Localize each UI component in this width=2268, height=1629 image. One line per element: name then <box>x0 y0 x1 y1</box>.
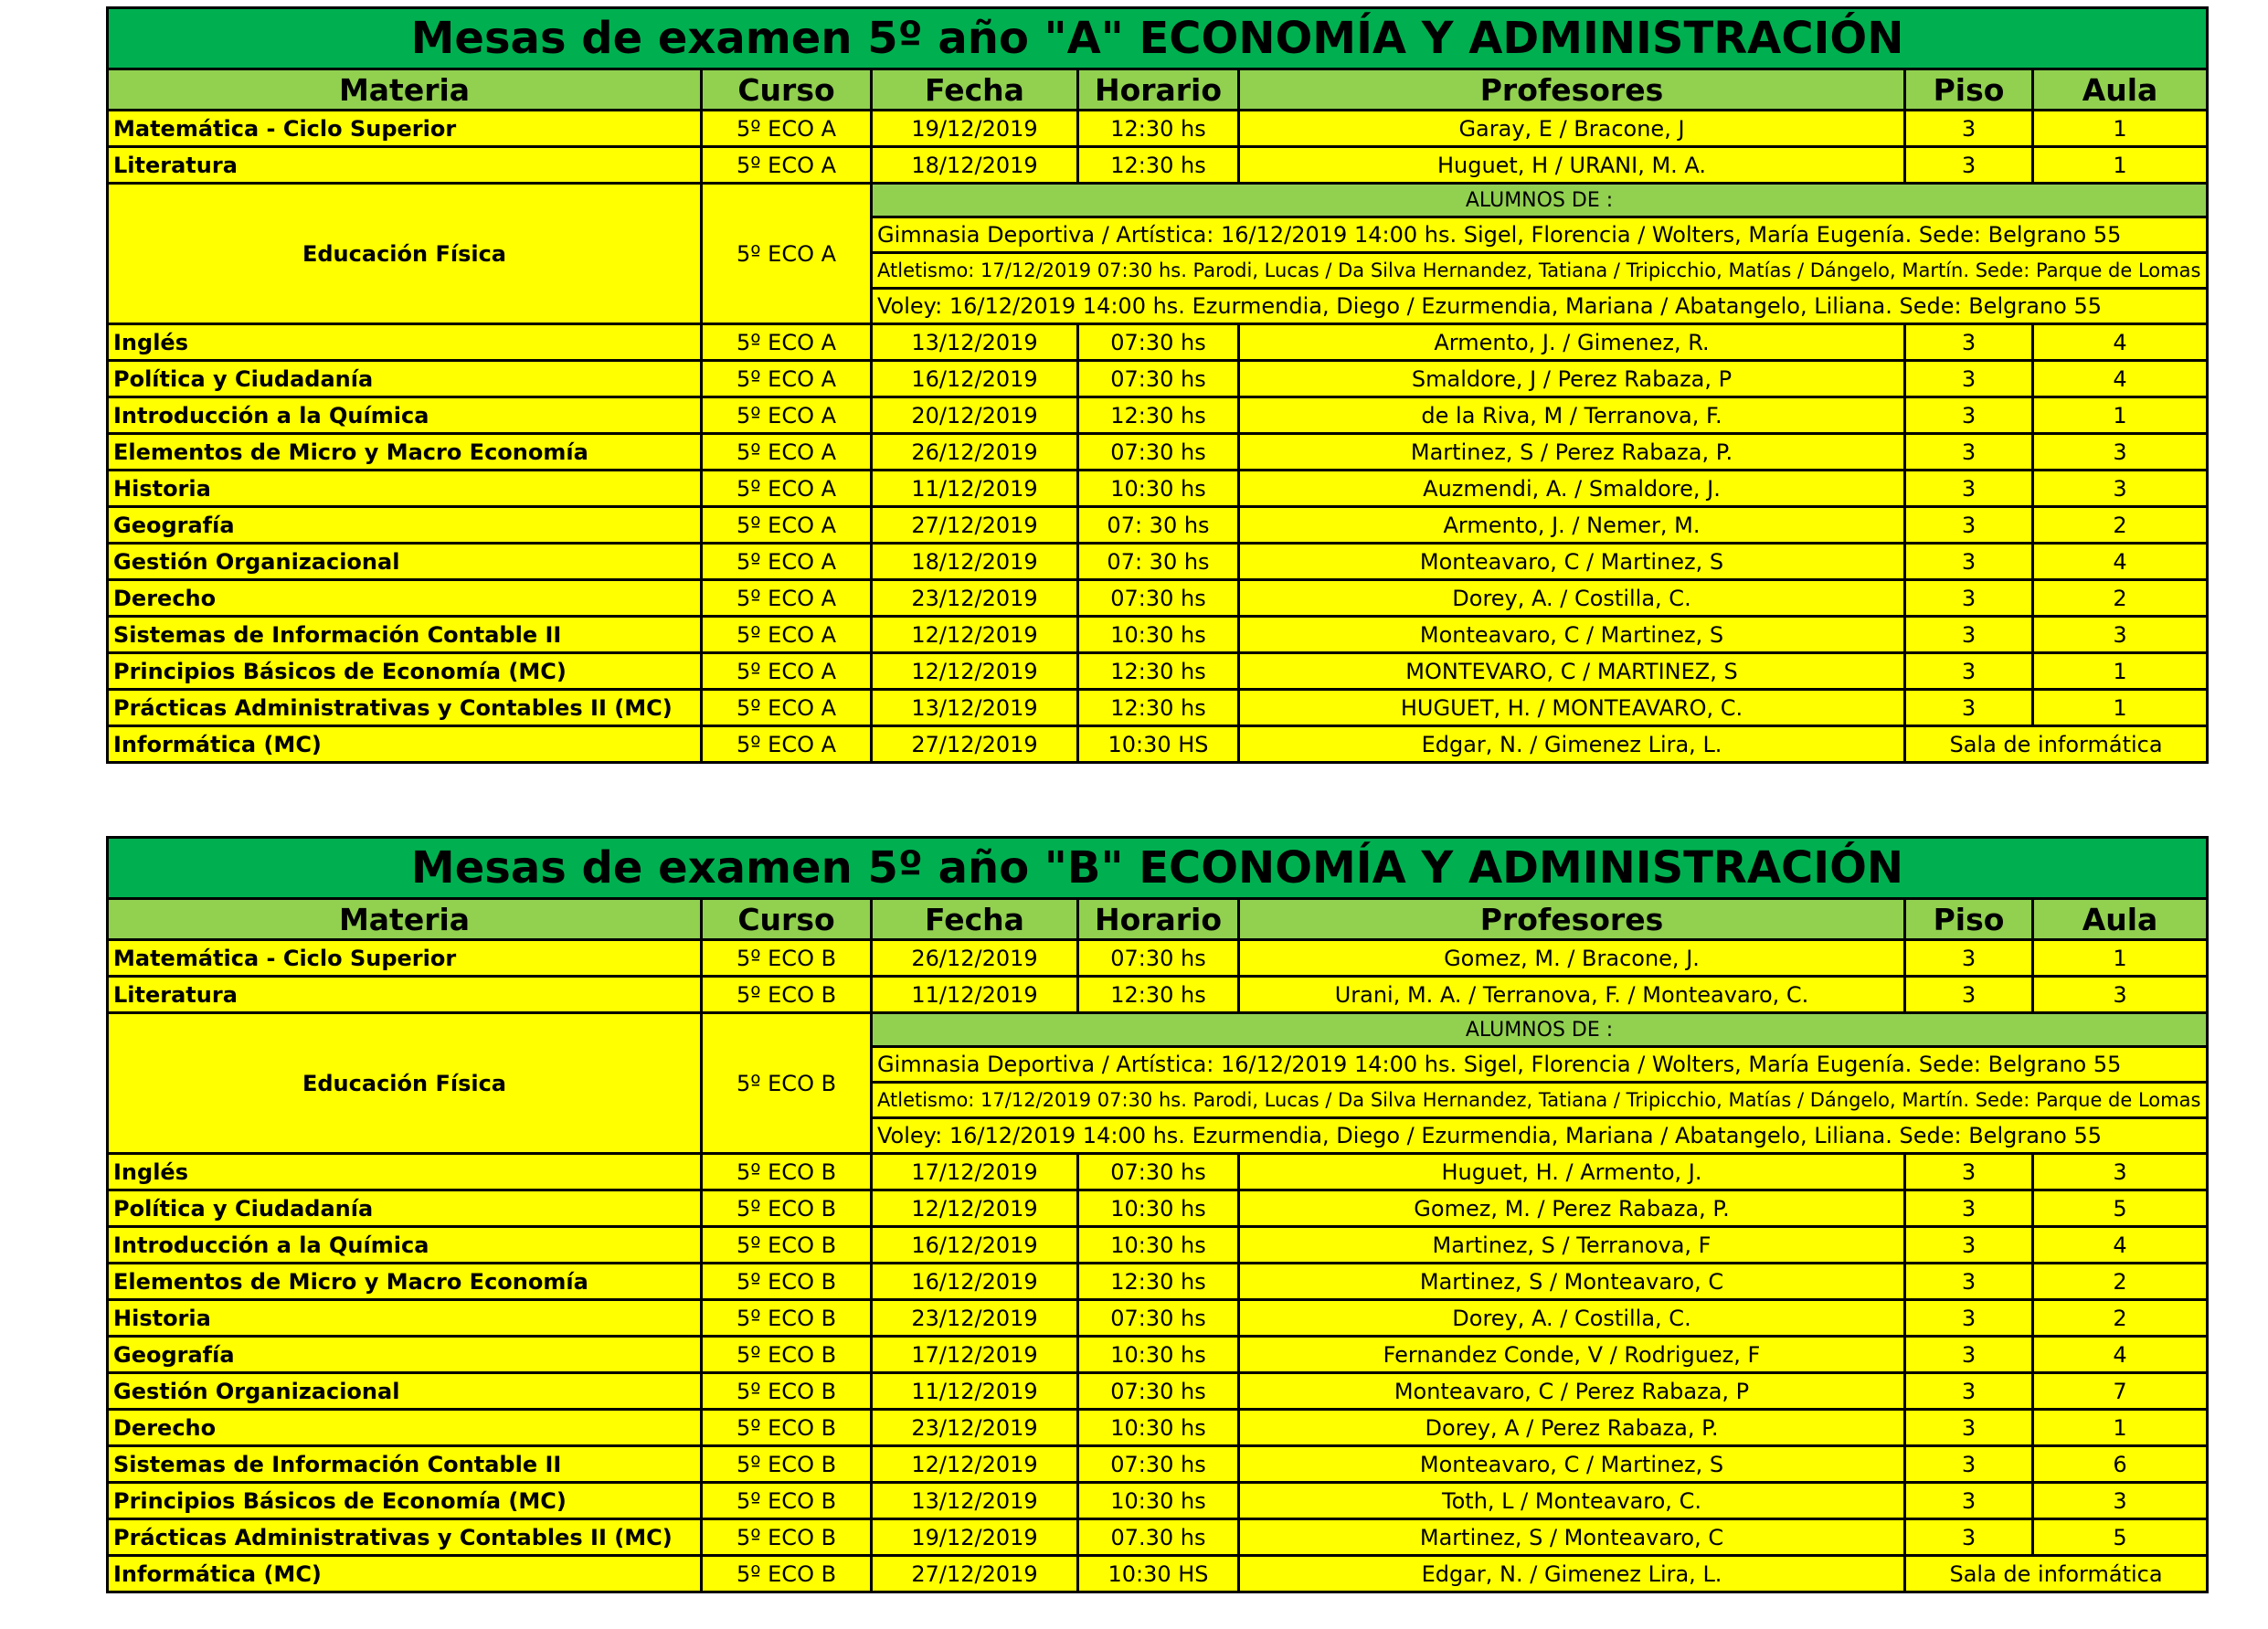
cell-horario: 12:30 hs <box>1078 397 1239 434</box>
cell-profesores: Smaldore, J / Perez Rabaza, P <box>1239 361 1905 397</box>
cell-horario: 12:30 hs <box>1078 690 1239 726</box>
table-title: Mesas de examen 5º año "B" ECONOMÍA Y ADMINISTRACIÓN <box>108 838 2208 899</box>
cell-aula: 1 <box>2033 111 2208 147</box>
ef-voley: Voley: 16/12/2019 14:00 hs. Ezurmendia, Diego / Ezurmendia, Mariana / Abatangelo, Liliana. Sede: Belgrano 55 <box>872 1118 2208 1154</box>
cell-materia: Educación Física <box>108 1013 702 1154</box>
exam-table-a-body <box>108 8 2208 763</box>
cell-horario: 07:30 hs <box>1078 580 1239 617</box>
cell-aula: 1 <box>2033 940 2208 977</box>
exam-table-b <box>106 836 2209 1593</box>
cell-fecha: 18/12/2019 <box>872 147 1078 184</box>
table-row <box>108 111 2208 147</box>
column-header-piso: Piso <box>1905 899 2033 940</box>
cell-fecha: 13/12/2019 <box>872 1483 1078 1519</box>
cell-piso: 3 <box>1905 361 2033 397</box>
cell-horario: 12:30 hs <box>1078 111 1239 147</box>
cell-fecha: 26/12/2019 <box>872 940 1078 977</box>
cell-materia: Principios Básicos de Economía (MC) <box>108 653 702 690</box>
table-row <box>108 397 2208 434</box>
cell-horario: 07:30 hs <box>1078 324 1239 361</box>
cell-curso: 5º ECO B <box>702 1190 872 1227</box>
cell-curso: 5º ECO A <box>702 653 872 690</box>
cell-piso: 3 <box>1905 544 2033 580</box>
cell-aula: 3 <box>2033 617 2208 653</box>
cell-horario: 12:30 hs <box>1078 977 1239 1013</box>
column-header-curso: Curso <box>702 69 872 111</box>
cell-materia: Educación Física <box>108 184 702 324</box>
cell-profesores: Martinez, S / Monteavaro, C <box>1239 1519 1905 1556</box>
column-header-aula: Aula <box>2033 899 2208 940</box>
column-header-curso: Curso <box>702 899 872 940</box>
cell-profesores: Auzmendi, A. / Smaldore, J. <box>1239 471 1905 507</box>
table-row <box>108 1483 2208 1519</box>
cell-horario: 07:30 hs <box>1078 1300 1239 1337</box>
table-row <box>108 544 2208 580</box>
cell-fecha: 17/12/2019 <box>872 1337 1078 1373</box>
cell-materia: Literatura <box>108 147 702 184</box>
cell-materia: Matemática - Ciclo Superior <box>108 111 702 147</box>
cell-horario: 07:30 hs <box>1078 1154 1239 1190</box>
cell-materia: Política y Ciudadanía <box>108 1190 702 1227</box>
cell-aula: 4 <box>2033 361 2208 397</box>
table-row <box>108 617 2208 653</box>
cell-aula: 1 <box>2033 1410 2208 1446</box>
table-row <box>108 1154 2208 1190</box>
cell-fecha: 11/12/2019 <box>872 471 1078 507</box>
table-row <box>108 1519 2208 1556</box>
cell-curso: 5º ECO B <box>702 1013 872 1154</box>
column-header-profesores: Profesores <box>1239 899 1905 940</box>
table-row <box>108 1300 2208 1337</box>
cell-materia: Elementos de Micro y Macro Economía <box>108 434 702 471</box>
column-header-fecha: Fecha <box>872 899 1078 940</box>
exam-table-a <box>106 6 2209 764</box>
table-row <box>108 1410 2208 1446</box>
cell-curso: 5º ECO A <box>702 471 872 507</box>
cell-aula: 1 <box>2033 690 2208 726</box>
cell-fecha: 11/12/2019 <box>872 977 1078 1013</box>
cell-curso: 5º ECO A <box>702 111 872 147</box>
ef-gimnasia: Gimnasia Deportiva / Artística: 16/12/2019 14:00 hs. Sigel, Florencia / Wolters, María Eugenía. Sede: Belgrano 55 <box>872 1047 2208 1083</box>
cell-materia: Introducción a la Química <box>108 1227 702 1264</box>
cell-fecha: 16/12/2019 <box>872 1227 1078 1264</box>
cell-horario: 10:30 HS <box>1078 726 1239 763</box>
cell-horario: 07:30 hs <box>1078 434 1239 471</box>
cell-piso: 3 <box>1905 1337 2033 1373</box>
cell-horario: 07: 30 hs <box>1078 507 1239 544</box>
cell-aula: 4 <box>2033 544 2208 580</box>
alumnos-header: ALUMNOS DE : <box>872 1013 2208 1047</box>
cell-horario: 10:30 hs <box>1078 617 1239 653</box>
cell-aula: 3 <box>2033 434 2208 471</box>
cell-materia: Informática (MC) <box>108 726 702 763</box>
cell-piso: 3 <box>1905 147 2033 184</box>
cell-materia: Gestión Organizacional <box>108 1373 702 1410</box>
cell-materia: Gestión Organizacional <box>108 544 702 580</box>
column-header-materia: Materia <box>108 899 702 940</box>
cell-curso: 5º ECO B <box>702 940 872 977</box>
cell-profesores: Armento, J. / Nemer, M. <box>1239 507 1905 544</box>
cell-aula: 2 <box>2033 1300 2208 1337</box>
cell-lugar: Sala de informática <box>1905 726 2208 763</box>
cell-piso: 3 <box>1905 690 2033 726</box>
cell-piso: 3 <box>1905 1373 2033 1410</box>
cell-profesores: Dorey, A. / Costilla, C. <box>1239 580 1905 617</box>
ef-gimnasia: Gimnasia Deportiva / Artística: 16/12/2019 14:00 hs. Sigel, Florencia / Wolters, María Eugenía. Sede: Belgrano 55 <box>872 217 2208 253</box>
cell-curso: 5º ECO B <box>702 1519 872 1556</box>
cell-aula: 3 <box>2033 977 2208 1013</box>
cell-profesores: de la Riva, M / Terranova, F. <box>1239 397 1905 434</box>
cell-piso: 3 <box>1905 1300 2033 1337</box>
table-row <box>108 977 2208 1013</box>
cell-curso: 5º ECO A <box>702 580 872 617</box>
cell-piso: 3 <box>1905 1190 2033 1227</box>
cell-aula: 4 <box>2033 1227 2208 1264</box>
cell-profesores: Urani, M. A. / Terranova, F. / Monteavaro, C. <box>1239 977 1905 1013</box>
cell-horario: 07:30 hs <box>1078 1446 1239 1483</box>
cell-curso: 5º ECO B <box>702 1410 872 1446</box>
cell-materia: Inglés <box>108 1154 702 1190</box>
column-header-horario: Horario <box>1078 69 1239 111</box>
cell-profesores: Gomez, M. / Perez Rabaza, P. <box>1239 1190 1905 1227</box>
cell-materia: Literatura <box>108 977 702 1013</box>
cell-curso: 5º ECO B <box>702 1154 872 1190</box>
table-row <box>108 1227 2208 1264</box>
cell-horario: 07:30 hs <box>1078 940 1239 977</box>
cell-fecha: 27/12/2019 <box>872 726 1078 763</box>
cell-horario: 07:30 hs <box>1078 361 1239 397</box>
cell-horario: 12:30 hs <box>1078 653 1239 690</box>
table-row <box>108 361 2208 397</box>
cell-curso: 5º ECO A <box>702 324 872 361</box>
cell-horario: 10:30 hs <box>1078 1483 1239 1519</box>
exam-table-b-body <box>108 838 2208 1592</box>
cell-fecha: 27/12/2019 <box>872 507 1078 544</box>
cell-curso: 5º ECO B <box>702 1227 872 1264</box>
cell-profesores: Fernandez Conde, V / Rodriguez, F <box>1239 1337 1905 1373</box>
cell-curso: 5º ECO B <box>702 1373 872 1410</box>
cell-piso: 3 <box>1905 507 2033 544</box>
column-header-materia: Materia <box>108 69 702 111</box>
cell-curso: 5º ECO A <box>702 507 872 544</box>
cell-fecha: 12/12/2019 <box>872 1446 1078 1483</box>
cell-aula: 5 <box>2033 1519 2208 1556</box>
cell-materia: Derecho <box>108 580 702 617</box>
cell-fecha: 13/12/2019 <box>872 690 1078 726</box>
table-row <box>108 690 2208 726</box>
cell-materia: Informática (MC) <box>108 1556 702 1592</box>
cell-aula: 2 <box>2033 1264 2208 1300</box>
cell-curso: 5º ECO A <box>702 184 872 324</box>
cell-piso: 3 <box>1905 653 2033 690</box>
cell-piso: 3 <box>1905 1227 2033 1264</box>
cell-lugar: Sala de informática <box>1905 1556 2208 1592</box>
cell-materia: Historia <box>108 471 702 507</box>
cell-piso: 3 <box>1905 580 2033 617</box>
column-header-piso: Piso <box>1905 69 2033 111</box>
cell-piso: 3 <box>1905 617 2033 653</box>
cell-aula: 6 <box>2033 1446 2208 1483</box>
cell-curso: 5º ECO B <box>702 1337 872 1373</box>
cell-curso: 5º ECO B <box>702 1300 872 1337</box>
cell-fecha: 19/12/2019 <box>872 1519 1078 1556</box>
column-header-fecha: Fecha <box>872 69 1078 111</box>
cell-profesores: Monteavaro, C / Martinez, S <box>1239 1446 1905 1483</box>
cell-fecha: 23/12/2019 <box>872 1410 1078 1446</box>
table-title: Mesas de examen 5º año "A" ECONOMÍA Y ADMINISTRACIÓN <box>108 8 2208 69</box>
cell-aula: 1 <box>2033 147 2208 184</box>
column-header-profesores: Profesores <box>1239 69 1905 111</box>
cell-materia: Historia <box>108 1300 702 1337</box>
cell-materia: Matemática - Ciclo Superior <box>108 940 702 977</box>
cell-aula: 5 <box>2033 1190 2208 1227</box>
table-row <box>108 1373 2208 1410</box>
cell-profesores: Armento, J. / Gimenez, R. <box>1239 324 1905 361</box>
cell-horario: 07.30 hs <box>1078 1519 1239 1556</box>
cell-fecha: 11/12/2019 <box>872 1373 1078 1410</box>
cell-materia: Elementos de Micro y Macro Economía <box>108 1264 702 1300</box>
cell-materia: Introducción a la Química <box>108 397 702 434</box>
table-row <box>108 726 2208 763</box>
title-row <box>108 838 2208 899</box>
column-header-horario: Horario <box>1078 899 1239 940</box>
cell-curso: 5º ECO B <box>702 1483 872 1519</box>
cell-materia: Sistemas de Información Contable II <box>108 1446 702 1483</box>
cell-curso: 5º ECO A <box>702 617 872 653</box>
cell-piso: 3 <box>1905 1446 2033 1483</box>
table-row <box>108 324 2208 361</box>
cell-aula: 3 <box>2033 471 2208 507</box>
cell-profesores: Martinez, S / Terranova, F <box>1239 1227 1905 1264</box>
cell-horario: 10:30 hs <box>1078 1227 1239 1264</box>
cell-curso: 5º ECO B <box>702 977 872 1013</box>
title-row <box>108 8 2208 69</box>
table-row <box>108 1446 2208 1483</box>
cell-fecha: 20/12/2019 <box>872 397 1078 434</box>
cell-materia: Principios Básicos de Economía (MC) <box>108 1483 702 1519</box>
table-row <box>108 147 2208 184</box>
cell-aula: 2 <box>2033 507 2208 544</box>
cell-piso: 3 <box>1905 1154 2033 1190</box>
cell-horario: 10:30 hs <box>1078 1190 1239 1227</box>
cell-fecha: 16/12/2019 <box>872 361 1078 397</box>
ef-row <box>108 1013 2208 1047</box>
cell-horario: 12:30 hs <box>1078 1264 1239 1300</box>
cell-piso: 3 <box>1905 1264 2033 1300</box>
cell-piso: 3 <box>1905 434 2033 471</box>
cell-profesores: Huguet, H. / Armento, J. <box>1239 1154 1905 1190</box>
cell-materia: Sistemas de Información Contable II <box>108 617 702 653</box>
cell-curso: 5º ECO A <box>702 690 872 726</box>
cell-fecha: 19/12/2019 <box>872 111 1078 147</box>
cell-horario: 12:30 hs <box>1078 147 1239 184</box>
cell-horario: 10:30 HS <box>1078 1556 1239 1592</box>
cell-fecha: 17/12/2019 <box>872 1154 1078 1190</box>
alumnos-header: ALUMNOS DE : <box>872 184 2208 217</box>
cell-horario: 10:30 hs <box>1078 1410 1239 1446</box>
cell-aula: 2 <box>2033 580 2208 617</box>
cell-profesores: MONTEVARO, C / MARTINEZ, S <box>1239 653 1905 690</box>
cell-piso: 3 <box>1905 940 2033 977</box>
cell-fecha: 26/12/2019 <box>872 434 1078 471</box>
cell-profesores: Martinez, S / Monteavaro, C <box>1239 1264 1905 1300</box>
cell-materia: Geografía <box>108 1337 702 1373</box>
cell-profesores: Dorey, A. / Costilla, C. <box>1239 1300 1905 1337</box>
cell-horario: 10:30 hs <box>1078 471 1239 507</box>
cell-fecha: 27/12/2019 <box>872 1556 1078 1592</box>
cell-piso: 3 <box>1905 977 2033 1013</box>
cell-horario: 07: 30 hs <box>1078 544 1239 580</box>
table-row <box>108 653 2208 690</box>
cell-aula: 7 <box>2033 1373 2208 1410</box>
cell-materia: Derecho <box>108 1410 702 1446</box>
ef-row <box>108 184 2208 217</box>
table-row <box>108 1264 2208 1300</box>
cell-curso: 5º ECO A <box>702 544 872 580</box>
cell-piso: 3 <box>1905 1410 2033 1446</box>
cell-profesores: Dorey, A / Perez Rabaza, P. <box>1239 1410 1905 1446</box>
cell-materia: Prácticas Administrativas y Contables II (MC) <box>108 1519 702 1556</box>
cell-horario: 07:30 hs <box>1078 1373 1239 1410</box>
cell-profesores: Monteavaro, C / Martinez, S <box>1239 544 1905 580</box>
cell-curso: 5º ECO B <box>702 1264 872 1300</box>
cell-piso: 3 <box>1905 471 2033 507</box>
cell-horario: 10:30 hs <box>1078 1337 1239 1373</box>
cell-materia: Inglés <box>108 324 702 361</box>
cell-profesores: Edgar, N. / Gimenez Lira, L. <box>1239 726 1905 763</box>
cell-fecha: 12/12/2019 <box>872 1190 1078 1227</box>
cell-aula: 4 <box>2033 1337 2208 1373</box>
cell-curso: 5º ECO B <box>702 1446 872 1483</box>
cell-piso: 3 <box>1905 324 2033 361</box>
cell-curso: 5º ECO A <box>702 397 872 434</box>
cell-materia: Política y Ciudadanía <box>108 361 702 397</box>
cell-curso: 5º ECO A <box>702 726 872 763</box>
table-row <box>108 1556 2208 1592</box>
ef-atletismo: Atletismo: 17/12/2019 07:30 hs. Parodi, Lucas / Da Silva Hernandez, Tatiana / Tripicchio, Matías / Dángelo, Martín. Sede: Parque de Lomas <box>872 253 2208 289</box>
cell-materia: Prácticas Administrativas y Contables II (MC) <box>108 690 702 726</box>
cell-profesores: Martinez, S / Perez Rabaza, P. <box>1239 434 1905 471</box>
table-row <box>108 1337 2208 1373</box>
cell-profesores: Toth, L / Monteavaro, C. <box>1239 1483 1905 1519</box>
cell-curso: 5º ECO A <box>702 361 872 397</box>
cell-fecha: 18/12/2019 <box>872 544 1078 580</box>
cell-curso: 5º ECO A <box>702 434 872 471</box>
cell-profesores: Monteavaro, C / Martinez, S <box>1239 617 1905 653</box>
cell-aula: 4 <box>2033 324 2208 361</box>
cell-fecha: 23/12/2019 <box>872 1300 1078 1337</box>
column-header-aula: Aula <box>2033 69 2208 111</box>
cell-curso: 5º ECO A <box>702 147 872 184</box>
cell-profesores: HUGUET, H. / MONTEAVARO, C. <box>1239 690 1905 726</box>
table-row <box>108 940 2208 977</box>
table-row <box>108 580 2208 617</box>
cell-piso: 3 <box>1905 397 2033 434</box>
cell-fecha: 12/12/2019 <box>872 617 1078 653</box>
table-row <box>108 1190 2208 1227</box>
cell-fecha: 16/12/2019 <box>872 1264 1078 1300</box>
cell-piso: 3 <box>1905 111 2033 147</box>
header-row <box>108 899 2208 940</box>
cell-profesores: Monteavaro, C / Perez Rabaza, P <box>1239 1373 1905 1410</box>
cell-fecha: 12/12/2019 <box>872 653 1078 690</box>
cell-piso: 3 <box>1905 1483 2033 1519</box>
cell-profesores: Edgar, N. / Gimenez Lira, L. <box>1239 1556 1905 1592</box>
cell-aula: 1 <box>2033 653 2208 690</box>
table-row <box>108 471 2208 507</box>
cell-profesores: Gomez, M. / Bracone, J. <box>1239 940 1905 977</box>
ef-voley: Voley: 16/12/2019 14:00 hs. Ezurmendia, Diego / Ezurmendia, Mariana / Abatangelo, Liliana. Sede: Belgrano 55 <box>872 289 2208 324</box>
cell-profesores: Huguet, H / URANI, M. A. <box>1239 147 1905 184</box>
cell-piso: 3 <box>1905 1519 2033 1556</box>
table-row <box>108 507 2208 544</box>
cell-curso: 5º ECO B <box>702 1556 872 1592</box>
cell-profesores: Garay, E / Bracone, J <box>1239 111 1905 147</box>
header-row <box>108 69 2208 111</box>
table-row <box>108 434 2208 471</box>
cell-aula: 3 <box>2033 1483 2208 1519</box>
cell-fecha: 13/12/2019 <box>872 324 1078 361</box>
cell-fecha: 23/12/2019 <box>872 580 1078 617</box>
cell-aula: 3 <box>2033 1154 2208 1190</box>
ef-atletismo: Atletismo: 17/12/2019 07:30 hs. Parodi, Lucas / Da Silva Hernandez, Tatiana / Tripicchio, Matías / Dángelo, Martín. Sede: Parque de Lomas <box>872 1083 2208 1118</box>
cell-materia: Geografía <box>108 507 702 544</box>
cell-aula: 1 <box>2033 397 2208 434</box>
